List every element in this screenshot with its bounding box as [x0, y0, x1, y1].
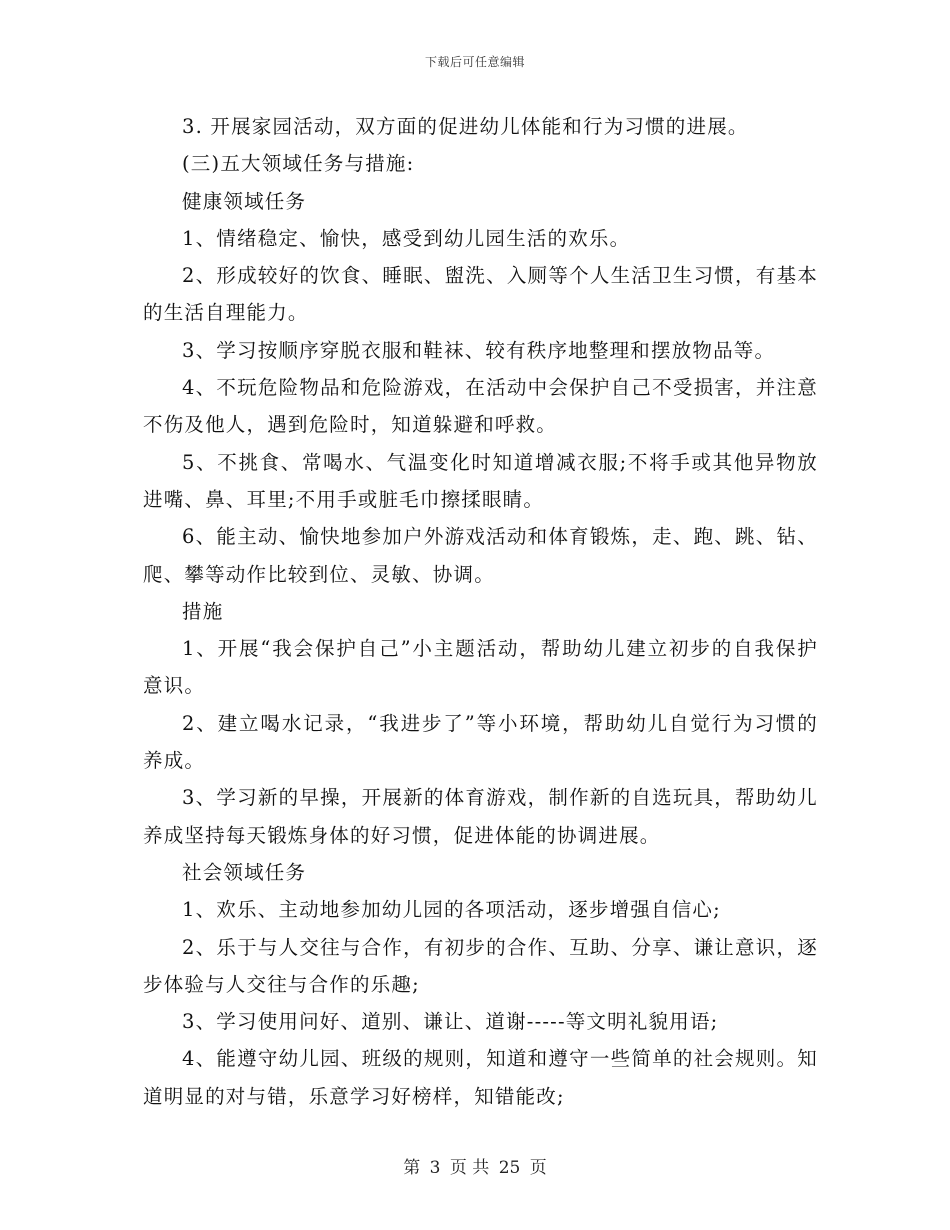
page-header: 下载后可任意编辑 — [424, 55, 525, 69]
list-item: 3、学习按顺序穿脱衣服和鞋袜、较有秩序地整理和摆放物品等。 — [182, 338, 776, 362]
list-item: 2、建立喝水记录，“我进步了”等小环境，帮助幼儿自觉行为习惯的养成。 — [143, 711, 818, 773]
list-item: 6、能主动、愉快地参加户外游戏活动和体育锻炼，走、跑、跳、钻、爬、攀等动作比较到位、灵敏、协调。 — [143, 525, 818, 586]
section-heading: (三)五大领域任务与措施: — [182, 152, 415, 176]
list-item: 1、情绪稳定、愉快，感受到幼儿园生活的欢乐。 — [182, 226, 631, 250]
list-item: 1、开展“我会保护自己”小主题活动，帮助幼儿建立初步的自我保护意识。 — [143, 637, 818, 698]
list-item: 1、欢乐、主动地参加幼儿园的各项活动，逐步增强自信心; — [182, 898, 721, 922]
list-item: 3、学习使用问好、道别、谦让、道谢-----等文明礼貌用语; — [182, 1010, 719, 1034]
subsection-heading: 健康领域任务 — [182, 189, 307, 213]
list-item: 2、形成较好的饮食、睡眠、盥洗、入厕等个人生活卫生习惯，有基本的生活自理能力。 — [143, 264, 818, 325]
list-item: 4、能遵守幼儿园、班级的规则，知道和遵守一些简单的社会规则。知道明显的对与错，乐意学习好榜样，知错能改; — [143, 1047, 818, 1108]
footer-prefix: 第 — [403, 1158, 421, 1178]
subsection-heading: 措施 — [182, 599, 224, 623]
page-footer — [0, 1153, 950, 1178]
list-item: 4、不玩危险物品和危险游戏，在活动中会保护自己不受损害，并注意不伤及他人，遇到危险时，知道躲避和呼救。 — [143, 376, 818, 437]
list-item: 3、学习新的早操，开展新的体育游戏，制作新的自选玩具，帮助幼儿养成坚持每天锻炼身体的好习惯，促进体能的协调进展。 — [143, 786, 818, 847]
list-item: 5、不挑食、常喝水、气温变化时知道增减衣服;不将手或其他异物放进嘴、鼻、耳里;不用手或脏毛巾擦揉眼睛。 — [143, 450, 818, 511]
paragraph: 3. 开展家园活动，双方面的促进幼儿体能和行为习惯的进展。 — [182, 115, 749, 138]
current-page-number: 3 — [429, 1158, 441, 1178]
list-item: 2、乐于与人交往与合作，有初步的合作、互助、分享、谦让意识，逐步体验与人交往与合作的乐趣; — [143, 935, 818, 996]
footer-suffix: 页 — [529, 1158, 547, 1178]
subsection-heading: 社会领域任务 — [182, 860, 307, 884]
total-page-count: 25 — [498, 1158, 521, 1178]
footer-middle: 页 共 — [449, 1158, 490, 1178]
document-body — [143, 108, 818, 1115]
